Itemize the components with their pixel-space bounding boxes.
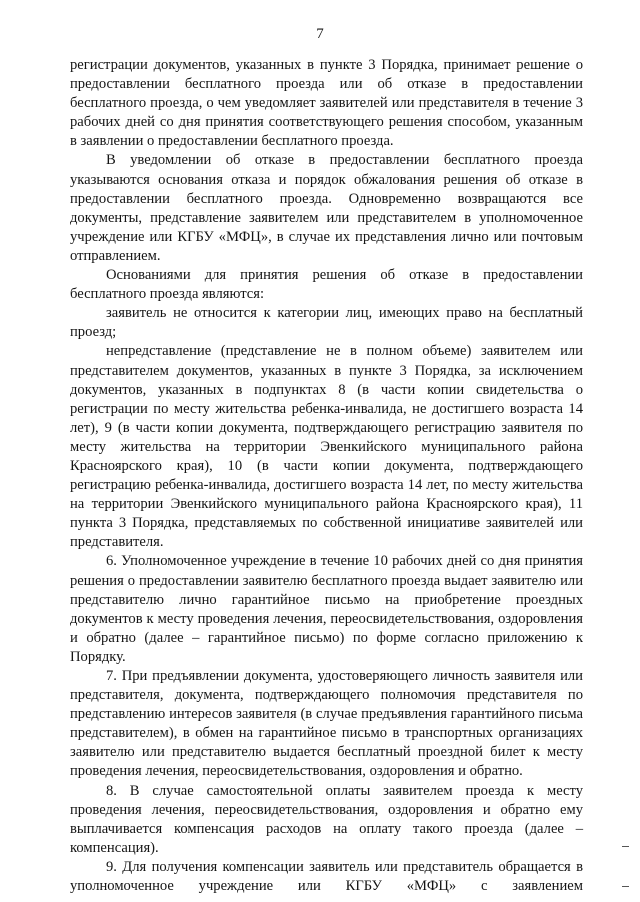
paragraph-clause-7: 7. При предъявлении документа, удостоверяющего личность заявителя или представителя, документа, подтверждающего полномочия представителя по представлению интересов заявителя (в случае предъявления гарантийного письма представителем), в обмен на гарантийное письмо в транспортных организациях заявителю или представителю выдается бесплатный проездной билет к месту проведения лечения, переосвидетельствования, оздоровления и обратно.	[70, 668, 583, 780]
paragraph-clause-6: 6. Уполномоченное учреждение в течение 10 рабочих дней со дня принятия решения о предоставлении заявителю бесплатного проезда выдает заявителю или представителю лично гарантийное письмо на приобретение проездных документов к месту проведения лечения, переосвидетельствования, оздоровления и обратно (далее – гарантийное письмо) по форме согласно приложению к Порядку.	[70, 553, 583, 665]
paragraph-decision-notice: регистрации документов, указанных в пункте 3 Порядка, принимает решение о предоставлении бесплатного проезда или об отказе в предоставлении бесплатного проезда, о чем уведомляет заявителей или представителя в течение 3 рабочих дней со дня принятия соответствующего решения способом, указанным в заявлении о предоставлении бесплатного проезда.	[70, 57, 583, 150]
paragraph-refusal-notice: В уведомлении об отказе в предоставлении бесплатного проезда указываются основания отказа и порядок обжалования решения об отказе в предоставлении бесплатного проезда. Одновременно возвращаются все документы, представление заявителем или представителем в уполномоченное учреждение или КГБУ «МФЦ», в случае их представления лично или почтовым отправлением.	[70, 152, 583, 264]
paragraph-clause-9: 9. Для получения компенсации заявитель или представитель обращается в уполномоченное учреждение или КГБУ «МФЦ» с заявлением	[70, 858, 583, 895]
paragraph-refusal-ground-category: заявитель не относится к категории лиц, имеющих право на бесплатный проезд;	[70, 305, 583, 341]
paragraph-clause-8: 8. В случае самостоятельной оплаты заявителем проезда к месту проведения лечения, переосвидетельствования, оздоровления и обратно ему выплачивается компенсация расходов на оплату такого проезда (далее – компенсация).	[70, 782, 583, 856]
paragraph-refusal-grounds-intro: Основаниями для принятия решения об отказе в предоставлении бесплатного проезда являются:	[70, 267, 583, 303]
scan-edge-mark	[622, 846, 629, 847]
page-number: 7	[316, 26, 324, 42]
paragraph-refusal-ground-documents: непредставление (представление не в полном объеме) заявителем или представителем документов, указанных в пункте 3 Порядка, за исключением документов, указанных в подпунктах 8 (в части копии свидетельства о регистрации по месту жительства ребенка-инвалида, не достигшего возраста 14 лет), 9 (в части копии документа, подтверждающего регистрацию заявителя по месту жительства на территории Эвенкийского муниципального района Красноярского края), 10 (в части копии документа, подтверждающего регистрацию ребенка-инвалида, достигшего возраста 14 лет, по месту жительства на территории Эвенкийского муниципального района Красноярского края), 11 пункта 3 Порядка, представляемых по собственной инициативе заявителей или представителя.	[70, 343, 583, 551]
document-body	[70, 56, 583, 896]
scan-edge-mark	[622, 886, 629, 887]
